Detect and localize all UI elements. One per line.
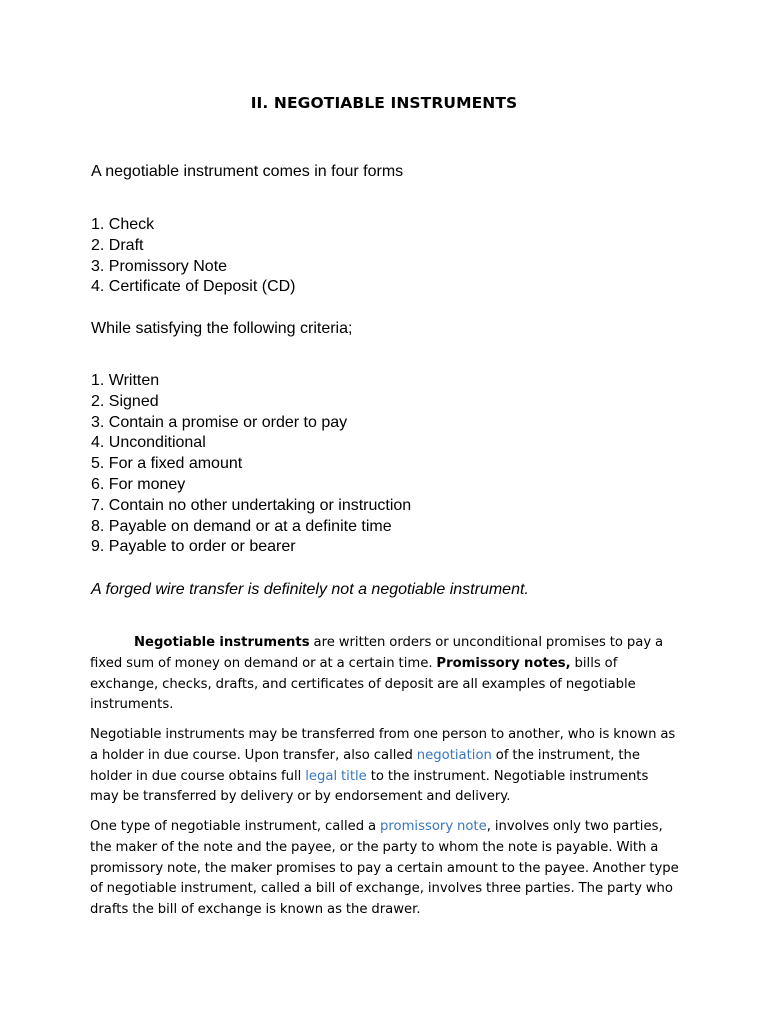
list-item: 4. Certificate of Deposit (CD) bbox=[91, 278, 296, 296]
negotiation-link[interactable]: negotiation bbox=[416, 747, 492, 763]
paragraph-text: One type of negotiable instrument, called a bbox=[90, 819, 380, 834]
page-title: II. NEGOTIABLE INSTRUMENTS bbox=[250, 94, 518, 112]
forms-list bbox=[91, 215, 296, 298]
list-item: 4. Unconditional bbox=[91, 434, 206, 452]
list-item: 7. Contain no other undertaking or instruction bbox=[91, 496, 412, 514]
list-item: 2. Draft bbox=[91, 236, 144, 254]
bold-term: Negotiable instruments bbox=[134, 635, 310, 650]
paragraph-text: are written orders or unconditional promises to pay a fixed sum of money on demand or at a certain time. bbox=[90, 635, 664, 671]
criteria-intro-text: While satisfying the following criteria; bbox=[91, 320, 353, 337]
italic-note: A forged wire transfer is definitely not a negotiable instrument. bbox=[91, 581, 529, 598]
promissory-note-link[interactable]: promissory note bbox=[380, 819, 487, 834]
list-item: 8. Payable on demand or at a definite time bbox=[91, 517, 392, 535]
criteria-list bbox=[91, 371, 411, 558]
paragraph-text: , involves only two parties, the maker of the note and the payee, or the party to whom the note is payable. With a promissory note, the maker promises to pay a certain amount to the payee. Another type of negotiable instrument, called a bill of exchange, involves three parties. The party who drafts the bill of exchange is known as the drawer. bbox=[90, 819, 679, 918]
paragraph-negotiable-instruments bbox=[90, 633, 680, 716]
list-item: 3. Promissory Note bbox=[91, 257, 228, 275]
paragraph-text: of the instrument, the holder in due course obtains full bbox=[90, 747, 640, 784]
legal-title-link[interactable]: legal title bbox=[305, 768, 367, 784]
list-item: 1. Written bbox=[91, 372, 160, 389]
paragraph-text: bills of exchange, checks, drafts, and certificates of deposit are all examples of negotiable instruments. bbox=[90, 655, 636, 713]
paragraph-promissory-note bbox=[90, 817, 680, 921]
list-item: 3. Contain a promise or order to pay bbox=[91, 413, 348, 431]
bold-term: Promissory notes, bbox=[436, 655, 571, 671]
list-item: 1. Check bbox=[91, 216, 155, 233]
paragraph-text: to the instrument. Negotiable instruments may be transferred by delivery or by endorsement and delivery. bbox=[90, 768, 649, 805]
paragraph-transfer bbox=[90, 725, 680, 808]
paragraph-text: Negotiable instruments may be transferred from one person to another, who is known as a holder in due course. Upon transfer, also called bbox=[90, 727, 676, 763]
list-item: 2. Signed bbox=[91, 392, 159, 410]
intro-text: A negotiable instrument comes in four forms bbox=[91, 163, 404, 180]
list-item: 9. Payable to order or bearer bbox=[91, 538, 296, 556]
list-item: 5. For a fixed amount bbox=[91, 455, 243, 473]
list-item: 6. For money bbox=[91, 475, 186, 493]
